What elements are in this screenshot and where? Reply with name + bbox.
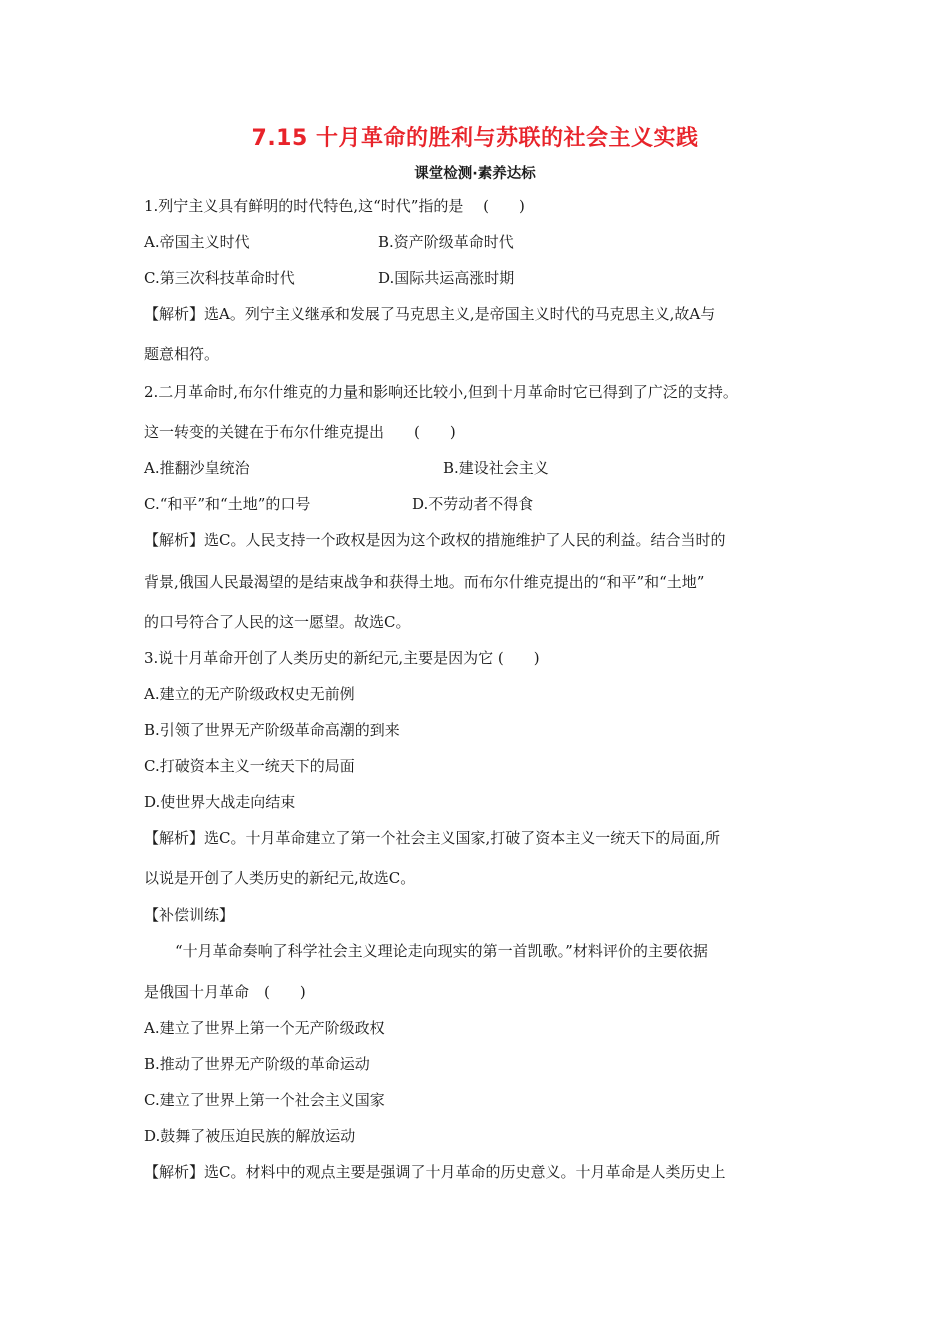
supplement-stem-cont: 是俄国十月革命 ( )	[144, 983, 306, 1001]
question-2-option-c: C.“和平”和“土地”的口号	[144, 495, 311, 513]
question-3-option-c: C.打破资本主义一统天下的局面	[144, 757, 355, 775]
question-2-option-d: D.不劳动者不得食	[412, 495, 534, 513]
question-2-analysis-cont-1: 背景,俄国人民最渴望的是结束战争和获得土地。而布尔什维克提出的“和平”和“土地”	[144, 573, 705, 591]
question-1-option-b: B.资产阶级革命时代	[378, 233, 514, 251]
question-3-analysis: 【解析】选C。十月革命建立了第一个社会主义国家,打破了资本主义一统天下的局面,所	[144, 829, 721, 847]
supplement-heading: 【补偿训练】	[144, 906, 235, 924]
question-2-option-b: B.建设社会主义	[443, 459, 549, 477]
supplement-stem: “十月革命奏响了科学社会主义理论走向现实的第一首凯歌。”材料评价的主要依据	[175, 942, 708, 960]
supplement-option-d: D.鼓舞了被压迫民族的解放运动	[144, 1127, 356, 1145]
supplement-option-a: A.建立了世界上第一个无产阶级政权	[144, 1019, 385, 1037]
supplement-option-c: C.建立了世界上第一个社会主义国家	[144, 1091, 385, 1109]
question-2-stem-cont: 这一转变的关键在于布尔什维克提出 ( )	[144, 423, 456, 441]
question-3-option-b: B.引领了世界无产阶级革命高潮的到来	[144, 721, 400, 739]
document-title: 7.15 十月革命的胜利与苏联的社会主义实践	[251, 126, 699, 151]
question-1-analysis-cont: 题意相符。	[144, 345, 220, 363]
question-1-option-a: A.帝国主义时代	[144, 233, 250, 251]
question-2-analysis: 【解析】选C。人民支持一个政权是因为这个政权的措施维护了人民的利益。结合当时的	[144, 531, 726, 549]
section-subtitle: 课堂检测·素养达标	[414, 166, 536, 182]
question-1-option-c: C.第三次科技革命时代	[144, 269, 295, 287]
question-1-option-d: D.国际共运高涨时期	[378, 269, 515, 287]
supplement-option-b: B.推动了世界无产阶级的革命运动	[144, 1055, 370, 1073]
question-3-option-a: A.建立的无产阶级政权史无前例	[144, 685, 355, 703]
question-2-option-a: A.推翻沙皇统治	[144, 459, 250, 477]
question-3-stem: 3.说十月革命开创了人类历史的新纪元,主要是因为它 ( )	[144, 649, 540, 667]
question-2-stem: 2.二月革命时,布尔什维克的力量和影响还比较小,但到十月革命时它已得到了广泛的支持。	[144, 383, 738, 401]
question-1-stem: 1.列宁主义具有鲜明的时代特色,这“时代”指的是 ( )	[144, 197, 525, 215]
supplement-analysis: 【解析】选C。材料中的观点主要是强调了十月革命的历史意义。十月革命是人类历史上	[144, 1163, 726, 1181]
question-1-analysis: 【解析】选A。列宁主义继承和发展了马克思主义,是帝国主义时代的马克思主义,故A与	[144, 305, 716, 323]
question-3-analysis-cont: 以说是开创了人类历史的新纪元,故选C。	[144, 869, 416, 887]
question-2-analysis-cont-2: 的口号符合了人民的这一愿望。故选C。	[144, 613, 411, 631]
question-3-option-d: D.使世界大战走向结束	[144, 793, 296, 811]
